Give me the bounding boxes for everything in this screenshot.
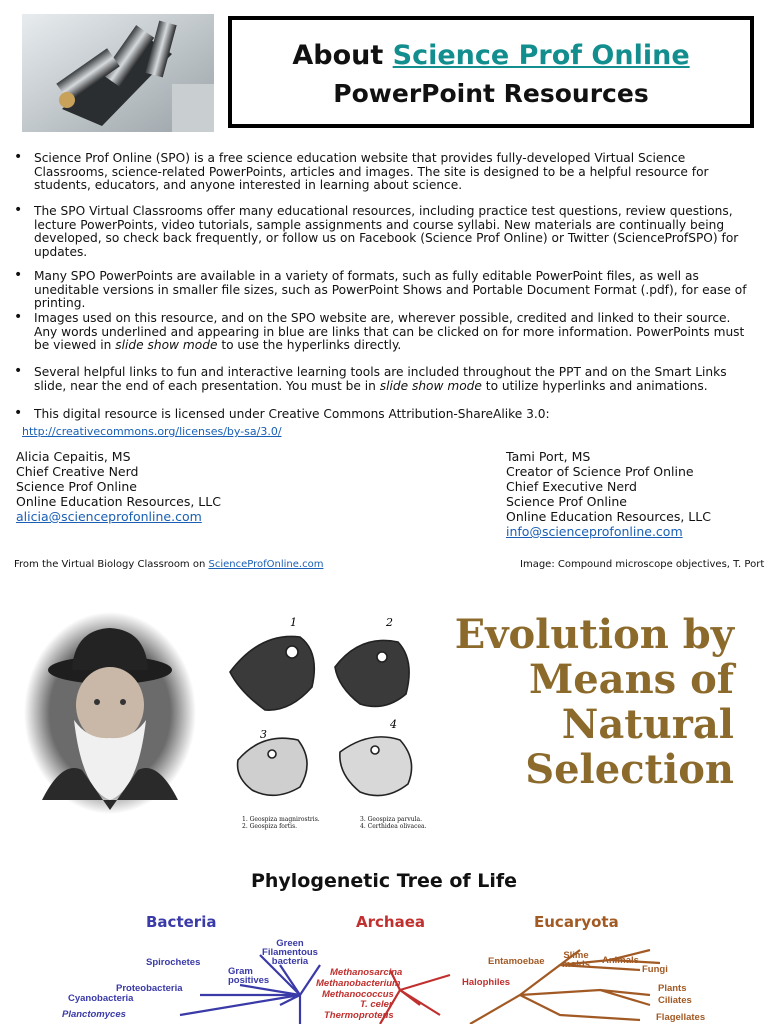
bullet-2	[14, 202, 756, 259]
tree-label-t-celer: T. celer	[360, 999, 393, 1010]
domain-bacteria: Bacteria	[146, 913, 217, 931]
bullet-text: Many SPO PowerPoints are available in a variety of formats, such as fully editable PowerPoint files, as well as uneditable versions in smaller file sizes, such as PowerPoint Shows and Portable Document Format (.pdf), for ease of printing.	[34, 269, 747, 310]
bullet-6	[14, 405, 756, 422]
domain-archaea: Archaea	[356, 913, 425, 931]
finch-num-2: 2	[386, 616, 393, 629]
bullet-dot: •	[14, 309, 23, 325]
signer-name: Alicia Cepaitis, MS	[16, 449, 131, 464]
title-about: About	[292, 40, 393, 71]
bullet-4	[14, 309, 756, 353]
evolution-line-1: Evolution by	[454, 611, 734, 658]
evolution-line-4: Selection	[525, 746, 734, 793]
bullet-text-pre: Several helpful links to fun and interactive learning tools are included throughout the PPT and on the Smart Links slide, near the end of each presentation. You must be in	[34, 365, 727, 393]
tree-label-slime-molds: Slime molds	[562, 950, 590, 970]
bullet-text-post: to use the hyperlinks directly.	[217, 338, 402, 352]
email-link[interactable]: info@scienceprofonline.com	[506, 524, 683, 539]
phylo-title: Phylogenetic Tree of Life	[250, 870, 518, 892]
tree-label-plants: Plants	[658, 983, 687, 994]
signer-title: Chief Creative Nerd	[16, 464, 139, 479]
finch-caption-right: 3. Geospiza parvula. 4. Certhidea olivacea.	[360, 816, 427, 830]
tree-label-entamoebae: Entamoebae	[488, 956, 545, 967]
tree-label-proteobacteria: Proteobacteria	[116, 983, 183, 994]
bullet-text-em: slide show mode	[115, 338, 218, 352]
bullet-text-em: slide show mode	[379, 378, 482, 393]
email-link[interactable]: alicia@scienceprofonline.com	[16, 509, 202, 524]
footer-source	[14, 559, 323, 570]
evolution-title	[455, 612, 734, 792]
tree-label-methanosarcina: Methanosarcina	[330, 967, 403, 978]
signer-org: Science Prof Online	[16, 479, 137, 494]
title-box	[228, 16, 754, 128]
signer-title: Creator of Science Prof Online	[506, 464, 694, 479]
image-credit: Image: Compound microscope objectives, T. Port	[520, 559, 765, 570]
license-link[interactable]: http://creativecommons.org/licenses/by-sa/3.0/	[22, 425, 282, 438]
bullet-text: The SPO Virtual Classrooms offer many educational resources, including practice test questions, review questions, lecture PowerPoints, video tutorials, sample assignments and course syllabi. New materials are continually being developed, so check back frequently, or follow us on Facebook (Science Prof Online) or Twitter (ScienceProfSPO) for updates.	[34, 204, 739, 259]
bullet-text	[34, 366, 756, 393]
tree-label-spirochetes: Spirochetes	[146, 957, 201, 968]
bullet-dot: •	[14, 405, 23, 421]
tree-label-planctomyces: Planctomyces	[62, 1009, 126, 1020]
bullet-dot: •	[14, 149, 23, 165]
footer-from: From the Virtual Biology Classroom on	[14, 559, 209, 570]
left-signature	[16, 449, 221, 524]
tree-label-halophiles: Halophiles	[462, 977, 511, 988]
tree-label-methanobacterium: Methanobacterium	[316, 978, 401, 989]
bullet-text: Science Prof Online (SPO) is a free science education website that provides fully-developed Virtual Science Classrooms, science-related PowerPoints, articles and images. The site is designed to be a helpful resource for students, educators, and anyone interested in learning about science.	[34, 151, 709, 192]
right-signature	[506, 449, 711, 539]
bullet-1	[14, 149, 756, 193]
evolution-line-3: Natural	[561, 701, 734, 748]
signer-org: Science Prof Online	[506, 494, 627, 509]
tree-label-ciliates: Ciliates	[658, 995, 692, 1006]
tree-label-green-filamentous: Green Filamentous bacteria	[262, 938, 318, 967]
tree-label-animals: Animals	[602, 955, 639, 966]
tree-label-fungi: Fungi	[642, 964, 668, 975]
domain-eucaryota: Eucaryota	[534, 913, 619, 931]
site-link[interactable]: Science Prof Online	[392, 40, 690, 71]
page-title	[232, 40, 750, 71]
finch-num-1: 1	[290, 616, 297, 629]
bullet-dot: •	[14, 363, 23, 379]
bullet-dot: •	[14, 267, 23, 283]
darwin-portrait	[22, 610, 198, 820]
bullet-text: This digital resource is licensed under Creative Commons Attribution-ShareAlike 3.0:	[34, 407, 550, 421]
signer-company: Online Education Resources, LLC	[16, 494, 221, 509]
bullet-text	[34, 312, 756, 353]
evolution-line-2: Means of	[528, 656, 734, 703]
bullet-3	[14, 267, 756, 311]
signer-company: Online Education Resources, LLC	[506, 509, 711, 524]
tree-label-thermoproteus: Thermoproteus	[324, 1010, 394, 1021]
tree-label-methanococcus: Methanococcus	[322, 989, 394, 1000]
bullet-5	[14, 363, 756, 393]
bullet-text-post: to utilize hyperlinks and animations.	[481, 378, 708, 393]
signer-title-2: Chief Executive Nerd	[506, 479, 637, 494]
tree-label-cyanobacteria: Cyanobacteria	[68, 993, 134, 1004]
finch-num-3: 3	[260, 728, 267, 741]
page-subtitle: PowerPoint Resources	[333, 79, 649, 108]
footer-link[interactable]: ScienceProfOnline.com	[208, 559, 324, 570]
bullet-dot: •	[14, 202, 23, 218]
microscope-image	[22, 14, 214, 132]
bullet-text-pre: Images used on this resource, and on the SPO website are, wherever possible, credited and linked to their source. Any words underlined and appearing in blue are links that can be clicked on for more information. PowerPoints must be viewed in	[34, 311, 745, 352]
tree-label-flagellates: Flagellates	[656, 1012, 706, 1023]
finch-num-4: 4	[390, 718, 397, 731]
finch-caption-left: 1. Geospiza magnirostris. 2. Geospiza fortis.	[242, 816, 320, 830]
finches-illustration	[220, 612, 440, 844]
signer-name: Tami Port, MS	[506, 449, 591, 464]
tree-label-gram-positives: Gram positives	[228, 966, 270, 986]
